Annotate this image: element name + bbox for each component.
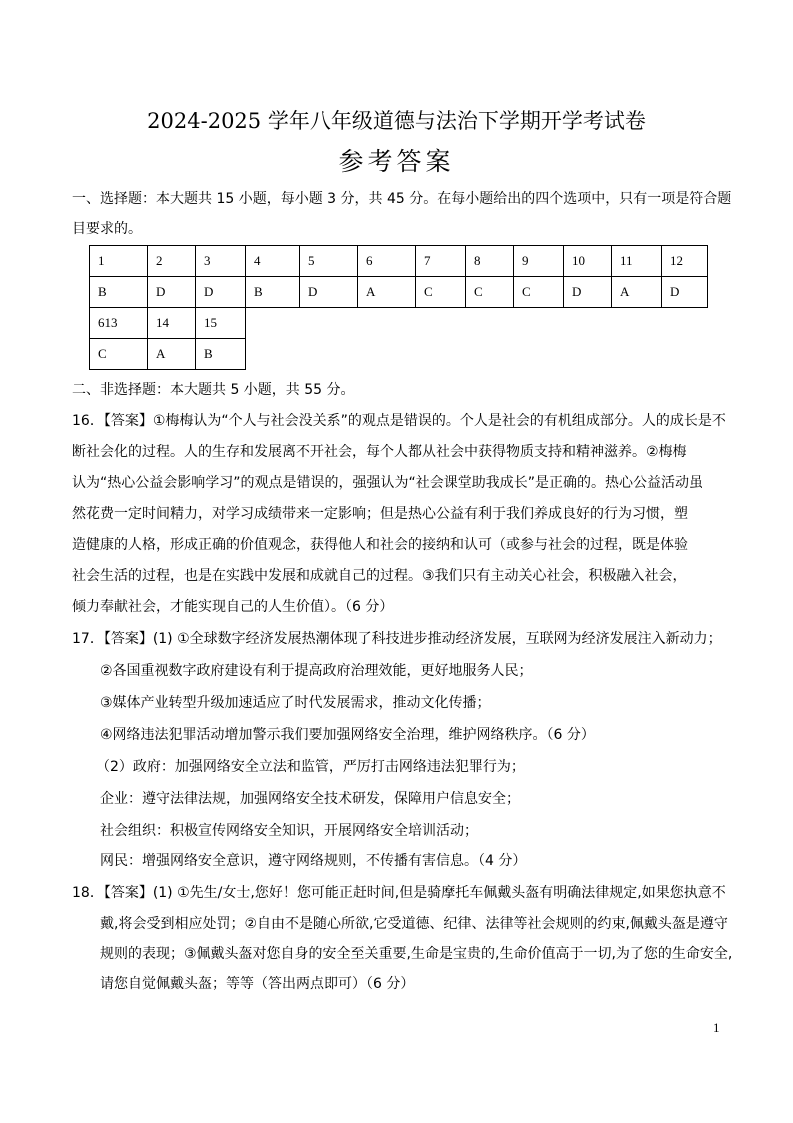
table-cell: 5 [300,246,358,277]
table-row [90,339,708,370]
table-row [90,246,708,277]
table-cell: 6 [358,246,416,277]
table-cell: A [358,277,416,308]
q17-line: （2）政府：加强网络安全立法和监管，严厉打击网络违法犯罪行为； [96,759,525,775]
table-cell: C [416,277,466,308]
table-cell: D [300,277,358,308]
table-cell: B [196,339,246,370]
q16-line: 造健康的人格，形成正确的价值观念，获得他人和社会的接纳和认可（或参与社会的过程，既是体验 [72,537,688,553]
table-cell: A [612,277,662,308]
table-cell: A [148,339,196,370]
table-cell: C [466,277,514,308]
q17-line: 网民：增强网络安全意识，遵守网络规则，不传播有害信息。（4 分） [100,853,527,869]
q17-line: 17．【答案】(1) ①全球数字经济发展热潮体现了科技进步推动经济发展，互联网为经济发展注入新动力； [72,631,722,647]
table-cell: 3 [196,246,246,277]
q16-line: 然花费一定时间精力，对学习成绩带来一定影响；但是热心公益有利于我们养成良好的行为习惯，塑 [72,506,688,522]
table-cell: B [90,277,148,308]
q16-line: 社会生活的过程，也是在实践中发展和成就自己的过程。③我们只有主动关心社会，积极融入社会， [72,568,687,584]
section1-heading: 一、选择题：本大题共 15 小题，每小题 3 分，共 45 分。在每小题给出的四个选项中，只有一项是符合题 [72,191,732,207]
table-cell: 9 [514,246,564,277]
page-subtitle: 参考答案 [338,147,455,176]
q17-line: ②各国重视数字政府建设有利于提高政府治理效能，更好地服务人民； [100,663,533,679]
q16-line: 断社会化的过程。人的生存和发展离不开社会，每个人都从社会中获得物质支持和精神滋养。②梅梅 [72,444,687,460]
q18-line: 18．【答案】(1) ①先生/女士,您好！您可能正赶时间,但是骑摩托车佩戴头盔有明确法律规定,如果您执意不 [72,885,726,901]
table-cell: D [148,277,196,308]
q18-line: 戴,将会受到相应处罚；②自由不是随心所欲,它受道德、纪律、法律等社会规则的约束,佩戴头盔是遵守 [100,916,728,932]
q17-line: 企业：遵守法律法规，加强网络安全技术研发，保障用户信息安全； [100,791,520,807]
table-cell: 15 [196,308,246,339]
table-row [90,277,708,308]
section2-heading: 二、非选择题：本大题共 5 小题，共 55 分。 [72,382,355,398]
table-cell: C [514,277,564,308]
q16-line: 认为“热心公益会影响学习”的观点是错误的，强强认为“社会课堂助我成长”是正确的。热心公益活动虽 [72,475,704,491]
q18-line: 规则的表现；③佩戴头盔对您自身的安全至关重要,生命是宝贵的,生命价值高于一切,为了您的生命安全, [100,946,733,962]
q17-line: ③媒体产业转型升级加速适应了时代发展需求，推动文化传播； [100,695,491,711]
page-number: 1 [713,1020,720,1035]
table-cell: B [246,277,300,308]
table-cell: 613 [90,308,148,339]
table-cell: 1 [90,246,148,277]
table-cell: 11 [612,246,662,277]
table-cell: C [90,339,148,370]
table-cell: 4 [246,246,300,277]
q17-line: 社会组织：积极宣传网络安全知识，开展网络安全培训活动； [100,823,478,839]
q18-line: 请您自觉佩戴头盔；等等（答出两点即可）（6 分） [100,976,415,992]
q16-line: 倾力奉献社会，才能实现自己的人生价值）。（6 分） [72,599,394,615]
answer-table [89,245,708,370]
table-cell: D [564,277,612,308]
table-cell: D [662,277,708,308]
table-empty-cell [246,308,708,339]
table-empty-cell [246,339,708,370]
table-cell: 14 [148,308,196,339]
table-cell: D [196,277,246,308]
page-title: 2024-2025 学年八年级道德与法治下学期开学考试卷 [147,109,646,133]
q16-line: 16．【答案】①梅梅认为“个人与社会没关系”的观点是错误的。个人是社会的有机组成部分。人的成长是不 [72,413,726,429]
table-cell: 10 [564,246,612,277]
q17-line: ④网络违法犯罪活动增加警示我们要加强网络安全治理，维护网络秩序。（6 分） [100,727,595,743]
section1-heading-cont: 目要求的。 [72,221,142,237]
table-cell: 12 [662,246,708,277]
table-cell: 8 [466,246,514,277]
table-row [90,308,708,339]
table-cell: 2 [148,246,196,277]
table-cell: 7 [416,246,466,277]
